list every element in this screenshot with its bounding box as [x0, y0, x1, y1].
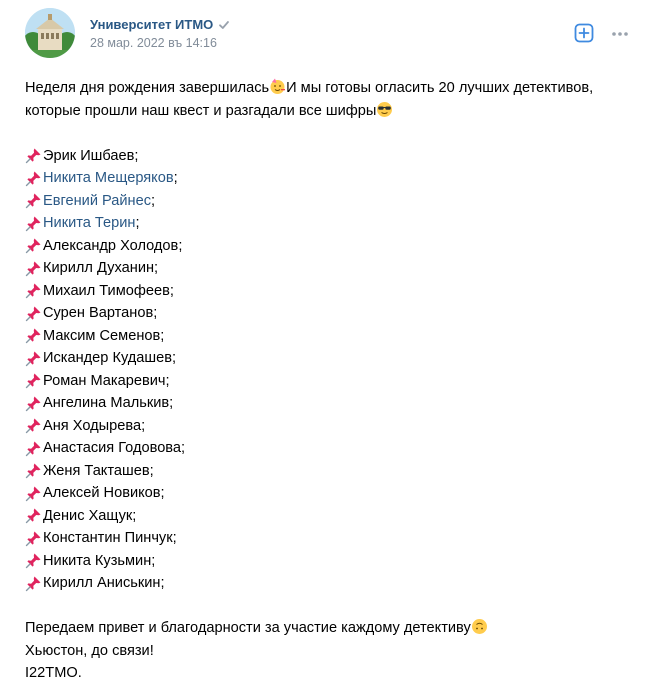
intro-line-1 — [25, 77, 635, 100]
pushpin-icon — [25, 282, 42, 299]
list-item — [25, 235, 635, 258]
more-dots-icon[interactable] — [610, 24, 630, 44]
list-item — [25, 347, 635, 370]
list-item — [25, 370, 635, 393]
participant-name: Искандер Кудашев — [43, 350, 172, 366]
author-name[interactable]: Университет ИТМО — [90, 17, 214, 32]
intro-text-2: И мы готовы огласить 20 лучших детективов, — [286, 80, 594, 96]
separator: ; — [181, 440, 186, 456]
list-item — [25, 572, 635, 595]
pushpin-icon — [25, 372, 42, 389]
pushpin-icon — [25, 395, 42, 412]
separator: ; — [169, 395, 174, 411]
participant-name: Аня Ходырева — [43, 417, 142, 434]
list-item — [25, 190, 635, 213]
pushpin-icon — [25, 147, 42, 164]
participant-name: Роман Макаревич — [43, 372, 166, 389]
participant-name: Кирилл Духанин — [43, 260, 155, 276]
participant-name: Константин Пинчук — [43, 530, 173, 546]
pushpin-icon — [25, 170, 42, 187]
pushpin-icon — [25, 215, 42, 232]
participant-list — [25, 145, 635, 595]
list-item — [25, 167, 635, 190]
outro-line-1 — [25, 617, 635, 640]
list-item — [25, 415, 635, 438]
add-square-icon[interactable] — [574, 23, 594, 43]
separator: ; — [141, 417, 146, 434]
upside-down-face-emoji — [471, 618, 488, 635]
separator: ; — [172, 350, 177, 366]
intro-text-3: которые прошли наш квест и разгадали все шифры — [25, 102, 377, 119]
participant-name: Женя Такташев — [43, 462, 150, 479]
separator: ; — [154, 260, 159, 276]
participant-name: Кирилл Аниськин — [43, 575, 161, 591]
list-item — [25, 550, 635, 573]
list-item — [25, 325, 635, 348]
intro-text-1: Неделя дня рождения завершилась — [25, 80, 270, 96]
pushpin-icon — [25, 417, 42, 434]
verified-check-icon — [218, 19, 230, 31]
list-item — [25, 437, 635, 460]
separator: ; — [169, 282, 174, 299]
pushpin-icon — [25, 260, 42, 277]
post-body — [25, 77, 635, 685]
pushpin-icon — [25, 552, 42, 569]
participant-name: Эрик Ишбаев — [43, 147, 135, 164]
pushpin-icon — [25, 327, 42, 344]
intro-line-2 — [25, 100, 635, 123]
participant-name: Ангелина Малькив — [43, 395, 170, 411]
spacer — [25, 595, 635, 618]
list-item — [25, 482, 635, 505]
participant-name: Михаил Тимофеев — [43, 282, 170, 299]
participant-link[interactable]: Никита Мещеряков — [43, 170, 174, 186]
spacer — [25, 122, 635, 145]
post-date[interactable]: 28 мар. 2022 въ 14:16 — [90, 36, 217, 50]
list-item — [25, 527, 635, 550]
pushpin-icon — [25, 350, 42, 367]
separator: ; — [160, 327, 165, 344]
separator: ; — [134, 147, 139, 164]
separator: ; — [160, 485, 165, 501]
pushpin-icon — [25, 305, 42, 322]
separator: ; — [151, 552, 156, 569]
pushpin-icon — [25, 530, 42, 547]
separator: ; — [151, 192, 156, 209]
list-item — [25, 257, 635, 280]
post-header — [0, 0, 650, 70]
participant-link[interactable]: Евгений Райнес — [43, 192, 152, 209]
list-item — [25, 212, 635, 235]
participant-name: Сурен Вартанов — [43, 305, 154, 321]
list-item — [25, 302, 635, 325]
list-item — [25, 145, 635, 168]
separator: ; — [153, 305, 158, 321]
pushpin-icon — [25, 237, 42, 254]
separator: ; — [178, 237, 183, 254]
separator: ; — [135, 215, 140, 231]
outro-line-2: Хьюстон, до связи! — [25, 642, 154, 659]
separator: ; — [149, 462, 154, 479]
separator: ; — [160, 575, 165, 591]
participant-name: Максим Семенов — [43, 327, 161, 344]
list-item — [25, 280, 635, 303]
separator: ; — [173, 170, 178, 186]
participant-name: Алексей Новиков — [43, 485, 161, 501]
sunglasses-face-emoji — [376, 101, 393, 118]
pushpin-icon — [25, 507, 42, 524]
separator: ; — [172, 530, 177, 546]
list-item — [25, 460, 635, 483]
pushpin-icon — [25, 575, 42, 592]
participant-name: Денис Хащук — [43, 507, 133, 524]
partying-face-emoji — [269, 78, 286, 95]
participant-link[interactable]: Никита Терин — [43, 215, 136, 231]
pushpin-icon — [25, 485, 42, 502]
separator: ; — [165, 372, 170, 389]
participant-name: Александр Холодов — [43, 237, 179, 254]
separator: ; — [132, 507, 137, 524]
list-item — [25, 392, 635, 415]
pushpin-icon — [25, 440, 42, 457]
outro-text-1: Передаем привет и благодарности за участие каждому детективу — [25, 620, 471, 636]
outro-line-3: I22TMO. — [25, 665, 82, 681]
participant-name: Анастасия Годовова — [43, 440, 182, 456]
author-row — [90, 17, 230, 32]
list-item — [25, 505, 635, 528]
participant-name: Никита Кузьмин — [43, 552, 152, 569]
pushpin-icon — [25, 192, 42, 209]
community-avatar[interactable] — [25, 8, 75, 58]
pushpin-icon — [25, 462, 42, 479]
